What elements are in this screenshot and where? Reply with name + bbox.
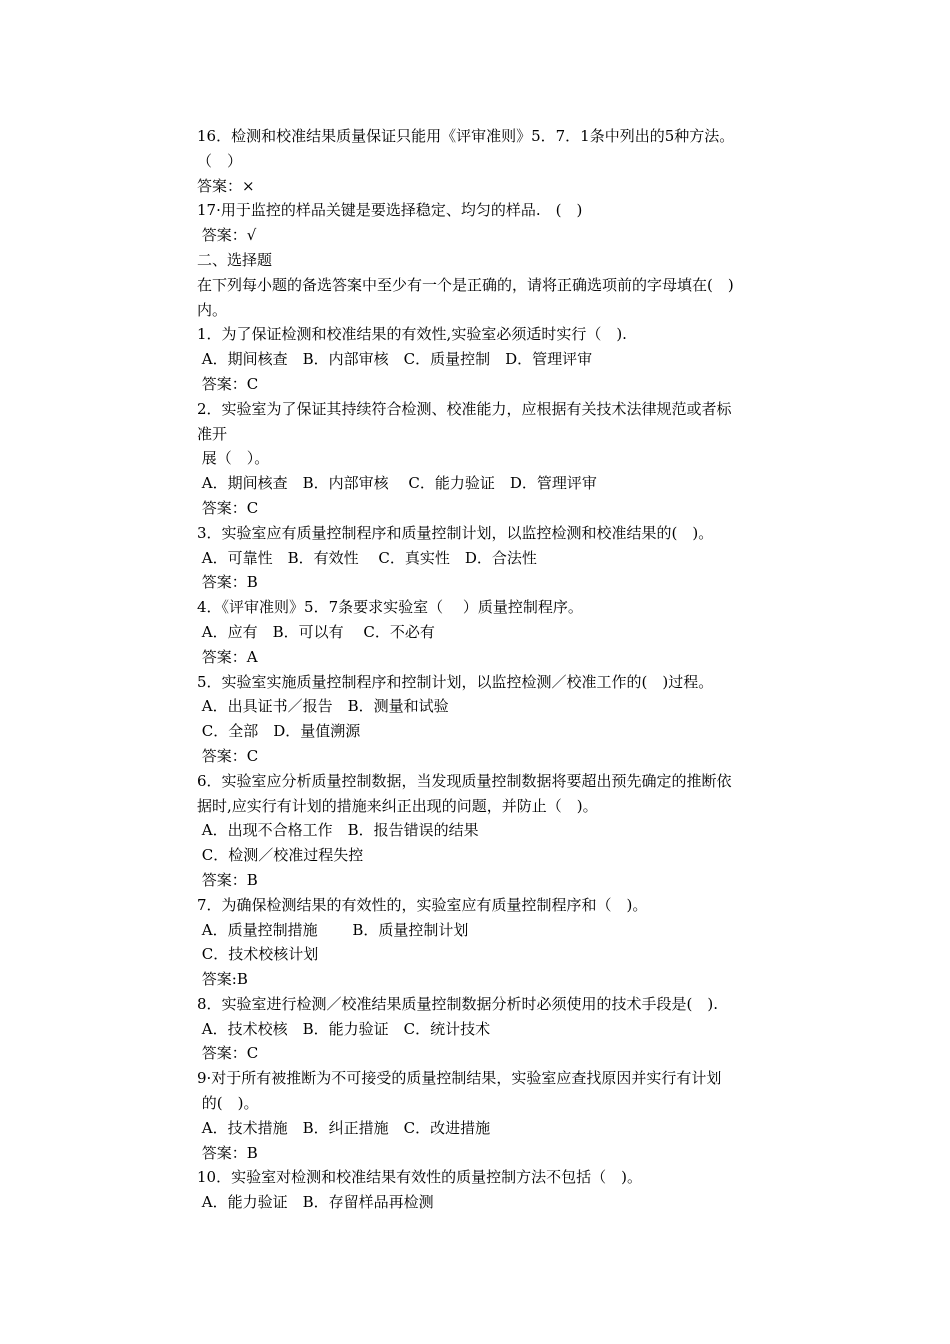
choice-9-question-cont: 的( )。 [197, 1094, 259, 1113]
choice-5-question: 5．实验室实施质量控制程序和控制计划，以监控检测／校准工作的( )过程。 [197, 672, 714, 691]
choice-7-options-ab: A．质量控制措施 B．质量控制计划 [197, 920, 469, 939]
question-16-answer: 答案：× [197, 176, 255, 195]
choice-4-options: A．应有 B．可以有 C．不必有 [197, 622, 435, 641]
choice-5-options-ab: A．出具证书／报告 B．测量和试验 [197, 697, 449, 716]
choice-6-question: 6．实验室应分析质量控制数据，当发现质量控制数据将要超出预先确定的推断依 [197, 771, 732, 790]
choice-9-answer: 答案：B [197, 1143, 258, 1162]
choice-9-question: 9·对于所有被推断为不可接受的质量控制结果，实验室应查找原因并实行有计划 [197, 1069, 722, 1088]
choice-7-question: 7．为确保检测结果的有效性的，实验室应有质量控制程序和（ )。 [197, 895, 648, 914]
choice-2-options: A．期间核查 B．内部审核 C．能力验证 D．管理评审 [197, 474, 597, 493]
question-16-text: 16．检测和校准结果质量保证只能用《评审准则》5．7．1条中列出的5种方法。 [197, 127, 735, 145]
choice-2-answer: 答案：C [197, 498, 259, 517]
choice-2-question-cont2: 展（ ）。 [197, 449, 270, 468]
choice-8-options: A．技术校核 B．能力验证 C．统计技术 [197, 1019, 491, 1038]
choice-3-options: A．可靠性 B．有效性 C．真实性 D．合法性 [197, 548, 537, 567]
document-body [197, 124, 817, 1215]
choice-5-answer: 答案：C [197, 746, 259, 765]
choice-10-options: A．能力验证 B．存留样品再检测 [197, 1193, 434, 1212]
choice-4-question: 4．《评审准则》5．7条要求实验室（ ）质量控制程序。 [197, 598, 583, 617]
choice-6-options-ab: A．出现不合格工作 B．报告错误的结果 [197, 821, 479, 840]
choice-2-question-cont: 准开 [197, 424, 228, 443]
choice-1-options: A．期间核查 B．内部审核 C．质量控制 D．管理评审 [197, 350, 593, 369]
choice-1-question: 1．为了保证检测和校准结果的有效性,实验室必须适时实行（ ). [197, 325, 627, 344]
choice-6-options-c: C．检测／校准过程失控 [197, 846, 364, 865]
choice-7-answer: 答案:B [197, 970, 248, 989]
choice-3-question: 3．实验室应有质量控制程序和质量控制计划，以监控检测和校准结果的( )。 [197, 523, 714, 542]
choice-3-answer: 答案：B [197, 573, 258, 592]
choice-8-question: 8．实验室进行检测／校准结果质量控制数据分析时必须使用的技术手段是( ). [197, 994, 719, 1013]
choice-1-answer: 答案：C [197, 374, 259, 393]
choice-4-answer: 答案：A [197, 647, 258, 666]
choice-6-question-cont: 据时,应实行有计划的措施来纠正出现的问题，并防止（ )。 [197, 796, 598, 815]
choice-6-answer: 答案：B [197, 870, 258, 889]
choice-7-options-c: C．技术校核计划 [197, 945, 319, 964]
choice-10-question: 10．实验室对检测和校准结果有效性的质量控制方法不包括（ )。 [197, 1168, 642, 1187]
choice-8-answer: 答案：C [197, 1044, 259, 1063]
section-instructions-cont: 内。 [197, 300, 228, 319]
choice-5-options-cd: C．全部 D．量值溯源 [197, 722, 361, 741]
question-16-blank: （ ） [197, 151, 243, 170]
section-instructions: 在下列每小题的备选答案中至少有一个是正确的，请将正确选项前的字母填在( ) [197, 275, 734, 294]
section-heading: 二、选择题 [197, 250, 273, 269]
choice-2-question: 2．实验室为了保证其持续符合检测、校准能力，应根据有关技术法律规范或者标 [197, 399, 732, 418]
question-17-text: 17·用于监控的样品关键是要选择稳定、均匀的样品. ( ) [197, 201, 583, 220]
question-17-answer: 答案：√ [197, 226, 257, 245]
choice-9-options: A．技术措施 B．纠正措施 C．改进措施 [197, 1118, 491, 1137]
